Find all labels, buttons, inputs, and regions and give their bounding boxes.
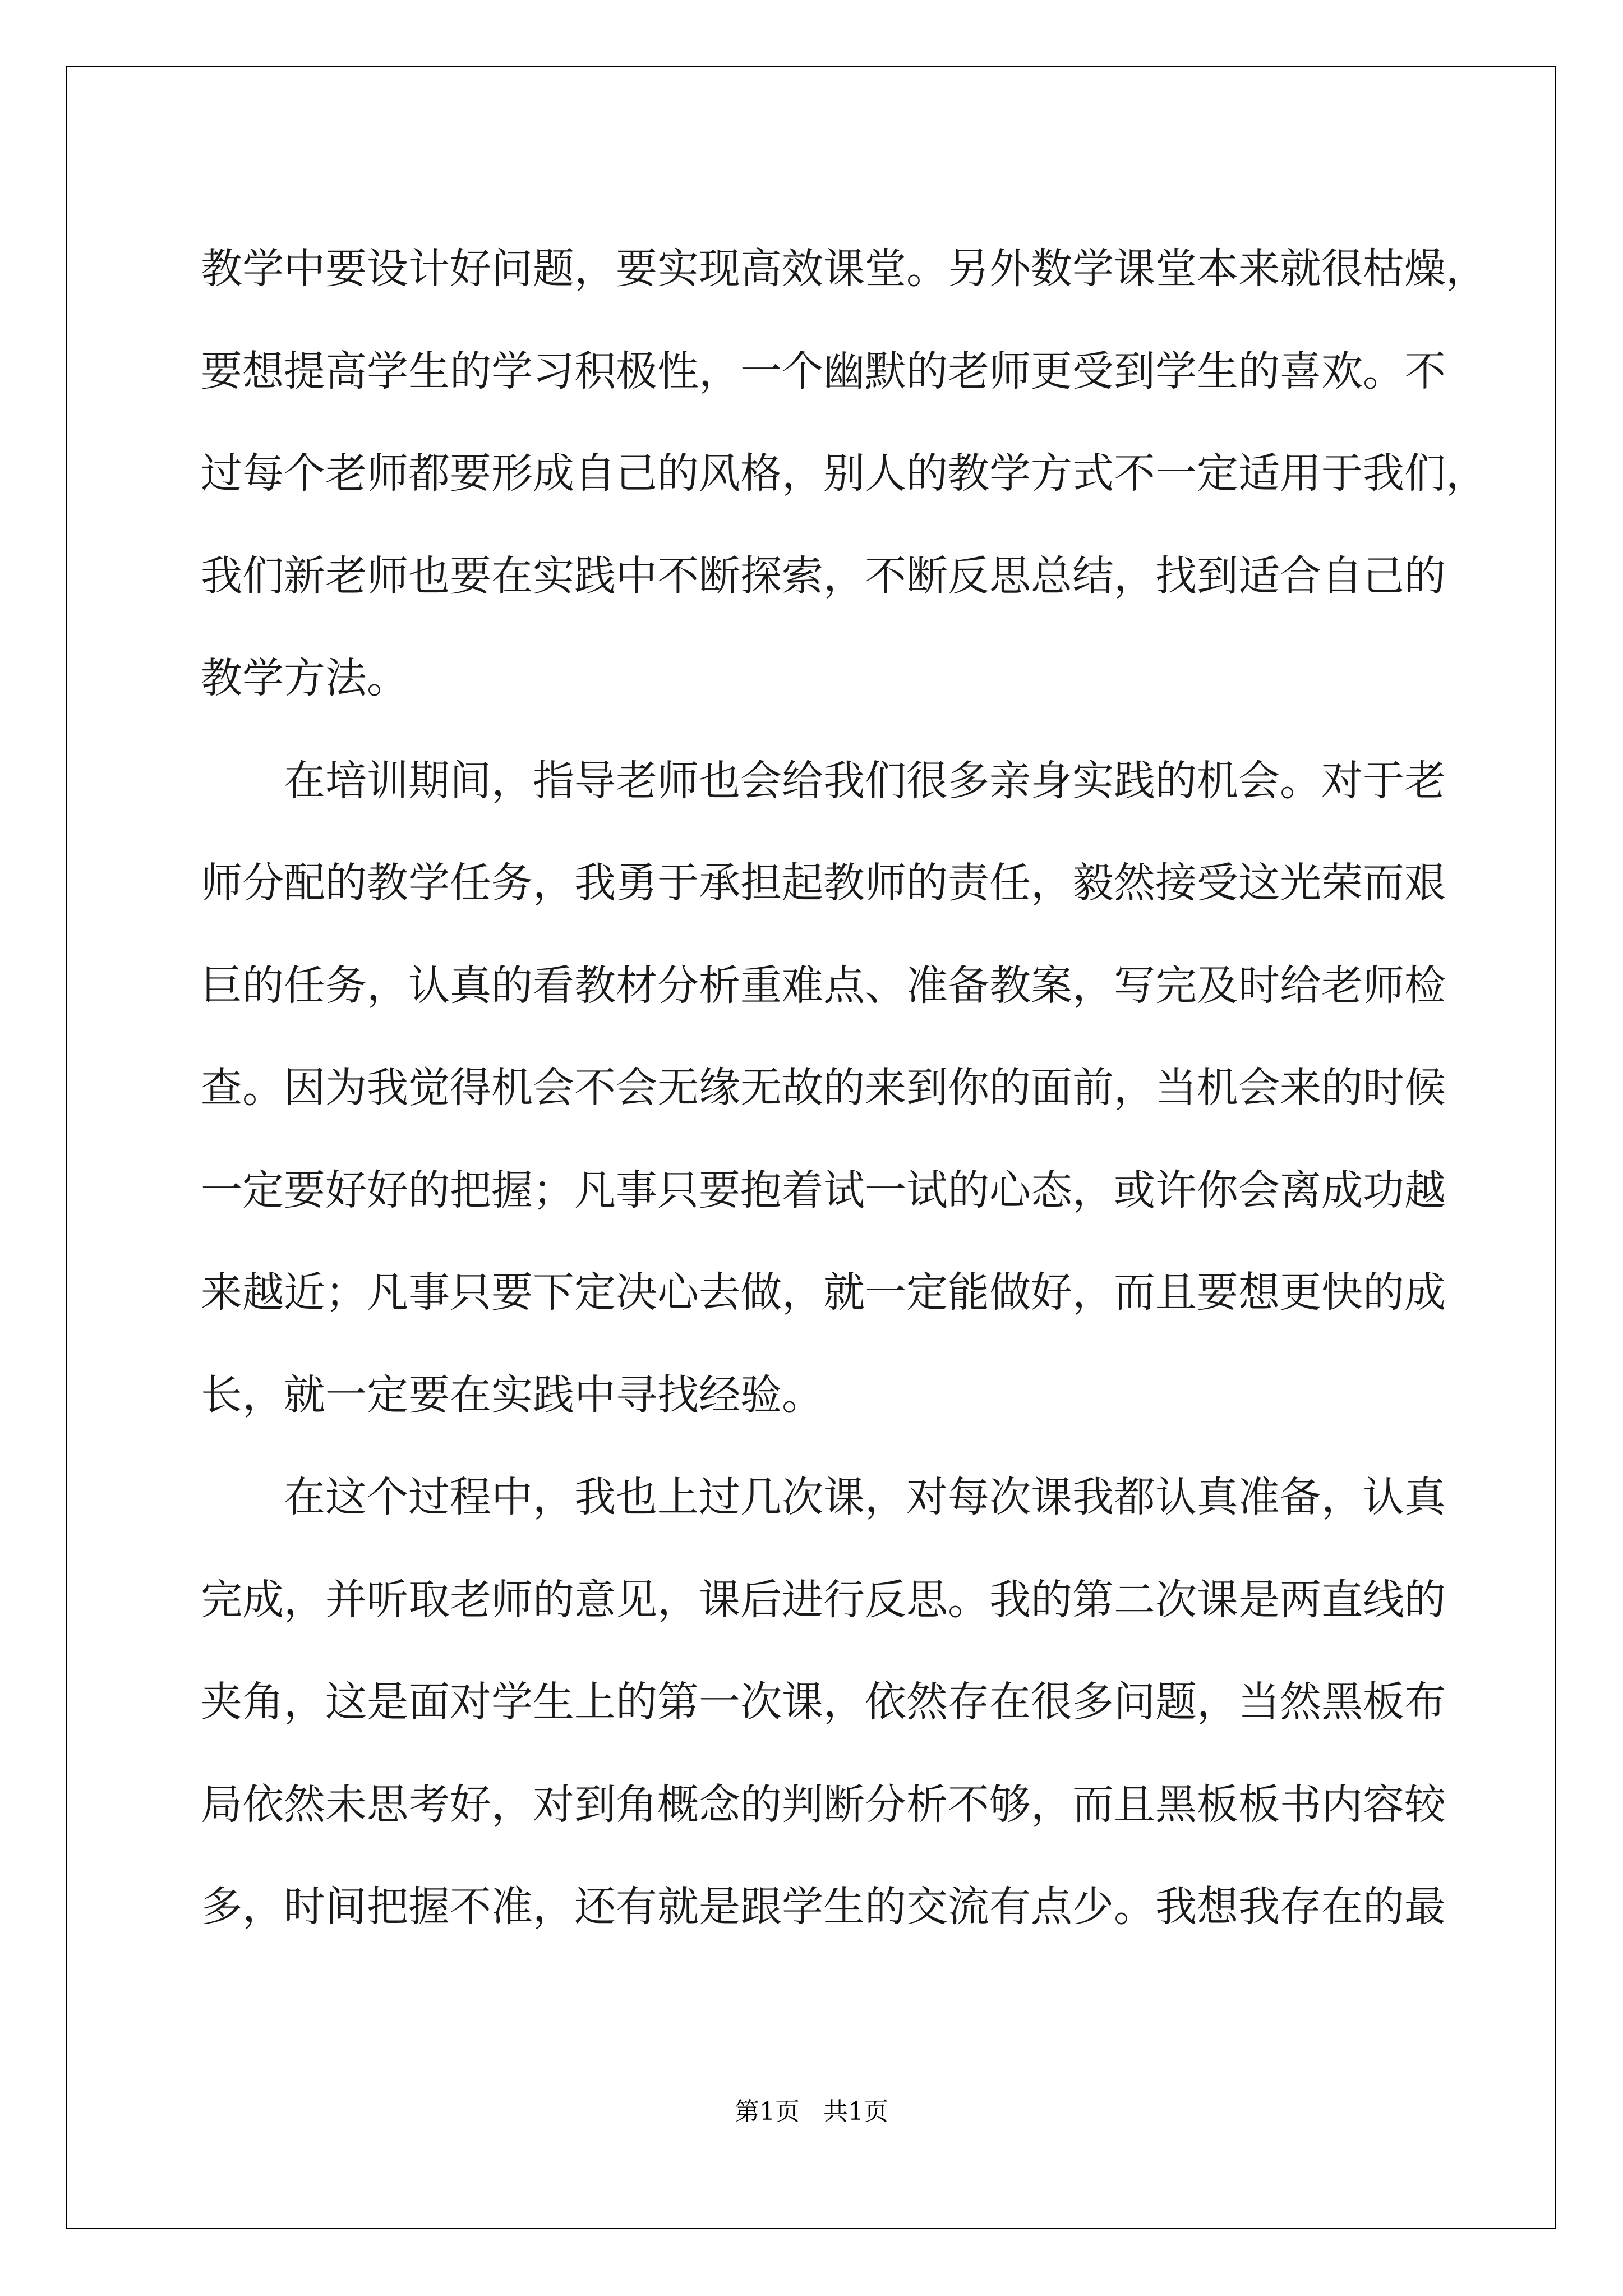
paragraph <box>201 730 1446 1447</box>
paragraph <box>201 1446 1446 1958</box>
text-line: 来 越 近 ； 凡 事 只 要 下 定 决 心 去 做 ， 就 一 定 能 做 好 ， 而 且 要 想 更 快 的 成 <box>201 1268 1446 1317</box>
paragraph <box>201 218 1487 730</box>
text-line: 我 们 新 老 师 也 要 在 实 践 中 不 断 探 索 ， 不 断 反 思 总 结 ， 找 到 适 合 自 己 的 <box>201 551 1446 600</box>
text-line: 夹 角 ， 这 是 面 对 学 生 上 的 第 一 次 课 ， 依 然 存 在 很 多 问 题 ， 当 然 黑 板 布 <box>201 1678 1446 1726</box>
text-line: 过 每 个 老 师 都 要 形 成 自 己 的 风 格 ， 别 人 的 教 学 方 式 不 一 定 适 用 于 我 们 ， <box>201 449 1487 498</box>
text-line: 师 分 配 的 教 学 任 务 ， 我 勇 于 承 担 起 教 师 的 责 任 ， 毅 然 接 受 这 光 荣 而 艰 <box>201 859 1446 907</box>
text-line: 局 依 然 未 思 考 好 ， 对 到 角 概 念 的 判 断 分 析 不 够 ， 而 且 黑 板 板 书 内 容 较 <box>201 1780 1446 1829</box>
text-line: 巨 的 任 务 ， 认 真 的 看 教 材 分 析 重 难 点 、 准 备 教 案 ， 写 完 及 时 给 老 师 检 <box>201 961 1446 1010</box>
document-body <box>201 218 1487 1958</box>
text-line: 教 学 中 要 设 计 好 问 题 ， 要 实 现 高 效 课 堂 。 另 外 数 学 课 堂 本 来 就 很 枯 燥 ， <box>201 245 1487 293</box>
text-line: 在 培 训 期 间 ， 指 导 老 师 也 会 给 我 们 很 多 亲 身 实 践 的 机 会 。 对 于 老 <box>284 756 1446 805</box>
text-line: 一 定 要 好 好 的 把 握 ； 凡 事 只 要 抱 着 试 一 试 的 心 态 ， 或 许 你 会 离 成 功 越 <box>201 1166 1446 1214</box>
text-line: 完 成 ， 并 听 取 老 师 的 意 见 ， 课 后 进 行 反 思 。 我 的 第 二 次 课 是 两 直 线 的 <box>201 1575 1446 1624</box>
text-line: 查 。 因 为 我 觉 得 机 会 不 会 无 缘 无 故 的 来 到 你 的 面 前 ， 当 机 会 来 的 时 候 <box>201 1064 1446 1112</box>
text-line: 在 这 个 过 程 中 ， 我 也 上 过 几 次 课 ， 对 每 次 课 我 都 认 真 准 备 ， 认 真 <box>284 1473 1446 1521</box>
text-line: 长，就一定要在实践中寻找经验。 <box>201 1370 823 1419</box>
text-line: 要 想 提 高 学 生 的 学 习 积 极 性 ， 一 个 幽 默 的 老 师 更 受 到 学 生 的 喜 欢 。 不 <box>201 347 1446 395</box>
page-footer: 第1页 共1页 <box>735 2097 888 2126</box>
text-line: 多，时间把握不准，还有就是跟学生的交流有点少。我想我存在的最 <box>201 1883 1446 1931</box>
text-line: 教学方法。 <box>201 654 408 702</box>
